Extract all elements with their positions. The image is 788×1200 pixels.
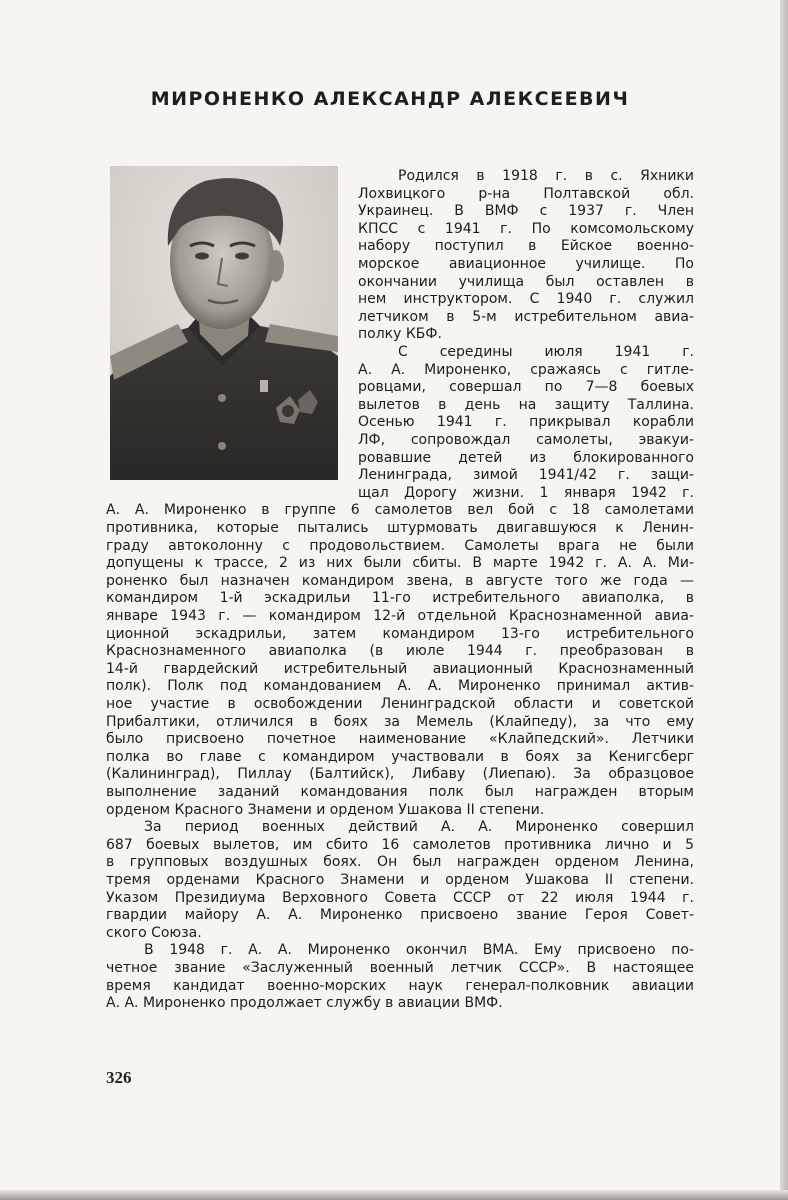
text-line: ского Союза. bbox=[106, 924, 202, 941]
text-line: время кандидат военно-морских наук генерал-полковник авиации bbox=[106, 977, 694, 994]
text-line: набору поступил в Ейское военно- bbox=[358, 238, 694, 255]
text-line: (Калининград), Пиллау (Балтийск), Либаву (Лиепаю). За образцовое bbox=[106, 766, 694, 783]
text-line: командиром 1-й эскадрильи 11-го истребительного авиаполка, в bbox=[106, 590, 694, 607]
text-line: орденом Красного Знамени и орденом Ушакова II степени. bbox=[106, 801, 545, 818]
text-line: Лохвицкого р-на Полтавской обл. bbox=[358, 185, 694, 202]
text-line: летчиком в 5-м истребительном авиа- bbox=[358, 308, 694, 325]
text-line: Ленинграда, зимой 1941/42 г. защи- bbox=[358, 467, 694, 484]
text-line: За период военных действий А. А. Мироненко совершил bbox=[144, 819, 694, 836]
text-line: Прибалтики, отличился в боях за Мемель (Клайпеду), за что ему bbox=[106, 713, 694, 730]
text-line: А. А. Мироненко продолжает службу в авиации ВМФ. bbox=[106, 995, 503, 1012]
page-title: МИРОНЕНКО АЛЕКСАНДР АЛЕКСЕЕВИЧ bbox=[150, 88, 630, 110]
text-line: ровавшие детей из блокированного bbox=[358, 449, 694, 466]
text-line: гвардии майору А. А. Мироненко присвоено звание Героя Совет- bbox=[106, 907, 694, 924]
page-edge-bottom bbox=[0, 1190, 788, 1200]
text-line: окончании училища был оставлен в bbox=[358, 273, 694, 290]
text-line: выполнение заданий командования полк был награжден вторым bbox=[106, 784, 694, 800]
text-line: А. А. Мироненко в группе 6 самолетов вел бой с 18 самолетами bbox=[106, 502, 694, 519]
page-edge-right bbox=[780, 0, 788, 1200]
text-line: 14-й гвардейский истребительный авиационный Краснознаменный bbox=[106, 660, 694, 677]
text-line: роненко был назначен командиром звена, в августе того же года — bbox=[106, 572, 694, 589]
text-line: 687 боевых вылетов, им сбито 16 самолетов противника лично и 5 bbox=[106, 836, 694, 853]
text-line: полк). Полк под командованием А. А. Мироненко принимал актив- bbox=[106, 678, 694, 695]
text-line: С середины июля 1941 г. bbox=[398, 344, 694, 360]
text-line: А. А. Мироненко, сражаясь с гитле- bbox=[358, 361, 694, 378]
text-line: нем инструктором. С 1940 г. служил bbox=[358, 291, 694, 308]
text-line: КПСС с 1941 г. По комсомольскому bbox=[358, 220, 694, 237]
text-line: Краснознаменного авиаполка (в июле 1944 г. преобразован в bbox=[106, 643, 694, 660]
text-line: Осенью 1941 г. прикрывал корабли bbox=[358, 414, 694, 431]
text-line: ционной эскадрильи, затем командиром 13-го истребительного bbox=[106, 625, 694, 642]
text-line: противника, которые пытались штурмовать двигавшуюся к Ленин- bbox=[106, 520, 694, 536]
text-line: в групповых воздушных боях. Он был награжден орденом Ленина, bbox=[106, 854, 694, 871]
text-line: щал Дорогу жизни. 1 января 1942 г. bbox=[358, 484, 694, 501]
text-line: В 1948 г. А. А. Мироненко окончил ВМА. Ему присвоено по- bbox=[144, 942, 694, 959]
text-line: было присвоено почетное наименование «Клайпедский». Летчики bbox=[106, 731, 694, 748]
text-line: тремя орденами Красного Знамени и орденом Ушакова II степени. bbox=[106, 872, 694, 888]
text-line: Украинец. В ВМФ с 1937 г. Член bbox=[358, 203, 694, 220]
text-line: полка во главе с командиром участвовали в боях за Кенигсберг bbox=[106, 748, 694, 765]
text-line: граду автоколонну с продовольствием. Самолеты врага не были bbox=[106, 537, 694, 554]
text-line: вылетов в день на защиту Таллина. bbox=[358, 396, 694, 413]
text-line: Указом Президиума Верховного Совета СССР от 22 июля 1944 г. bbox=[106, 889, 694, 906]
text-line: ровцами, совершал по 7—8 боевых bbox=[358, 379, 694, 396]
text-line: морское авиационное училище. По bbox=[358, 256, 694, 272]
text-line: январе 1943 г. — командиром 12-й отдельной Краснознаменной авиа- bbox=[106, 608, 694, 624]
text-line: допущены к трассе, 2 из них были сбиты. В марте 1942 г. А. А. Ми- bbox=[106, 555, 694, 572]
text-line: ЛФ, сопровождал самолеты, эвакуи- bbox=[358, 432, 694, 448]
text-line: Родился в 1918 г. в с. Яхники bbox=[398, 168, 694, 184]
text-line: полку КБФ. bbox=[358, 326, 442, 343]
text-line: ное участие в освобождении Ленинградской области и советской bbox=[106, 696, 694, 712]
page-number: 326 bbox=[106, 1068, 132, 1087]
text-line: четное звание «Заслуженный военный летчик СССР». В настоящее bbox=[106, 960, 694, 976]
